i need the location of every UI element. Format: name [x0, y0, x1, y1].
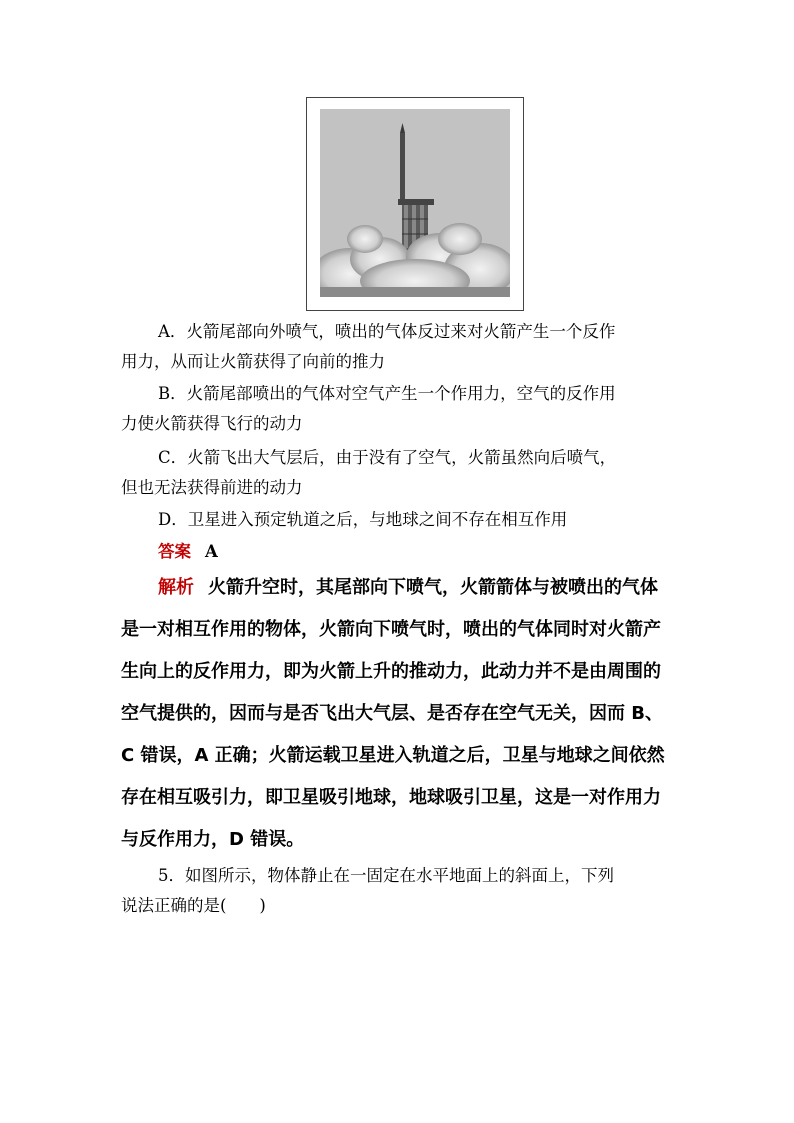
- analysis-text-1: 火箭升空时，其尾部向下喷气，火箭箭体与被喷出的气体: [208, 577, 658, 598]
- answer-row: [158, 541, 676, 563]
- question-5-line2: 说法正确的是( ): [121, 896, 266, 915]
- analysis-line-5: C 错误，A 正确；火箭运载卫星进入轨道之后，卫星与地球之间依然: [121, 745, 665, 766]
- answer-label: 答案: [158, 542, 191, 561]
- answer-value: A: [205, 542, 218, 561]
- rocket-launch-icon: [320, 109, 510, 297]
- option-a-line1: A．火箭尾部向外喷气，喷出的气体反过来对火箭产生一个反作: [158, 322, 616, 341]
- option-a-line2: 用力，从而让火箭获得了向前的推力: [121, 352, 385, 371]
- option-b-line1: B．火箭尾部喷出的气体对空气产生一个作用力，空气的反作用: [158, 384, 616, 403]
- analysis-line-7: 与反作用力，D 错误。: [121, 829, 305, 850]
- analysis-label: 解析: [158, 577, 194, 598]
- rocket-launch-photo: [320, 109, 510, 297]
- analysis-line-4: 空气提供的，因而与是否飞出大气层、是否存在空气无关，因而 B、: [121, 703, 663, 724]
- option-c-line2: 但也无法获得前进的动力: [121, 478, 303, 497]
- question-5-line1: 5．如图所示，物体静止在一固定在水平地面上的斜面上，下列: [158, 866, 614, 885]
- analysis-line-3: 生向上的反作用力，即为火箭上升的推动力，此动力并不是由周围的: [121, 661, 661, 682]
- option-c-line1: C．火箭飞出大气层后，由于没有了空气，火箭虽然向后喷气，: [158, 448, 617, 467]
- analysis-line-2: 是一对相互作用的物体，火箭向下喷气时，喷出的气体同时对火箭产: [121, 619, 661, 640]
- analysis-line-6: 存在相互吸引力，即卫星吸引地球，地球吸引卫星，这是一对作用力: [121, 787, 661, 808]
- option-d-line1: D．卫星进入预定轨道之后，与地球之间不存在相互作用: [158, 510, 568, 529]
- option-b-line2: 力使火箭获得飞行的动力: [121, 414, 303, 433]
- figure-frame: [306, 97, 524, 311]
- analysis-line-1: [158, 575, 677, 601]
